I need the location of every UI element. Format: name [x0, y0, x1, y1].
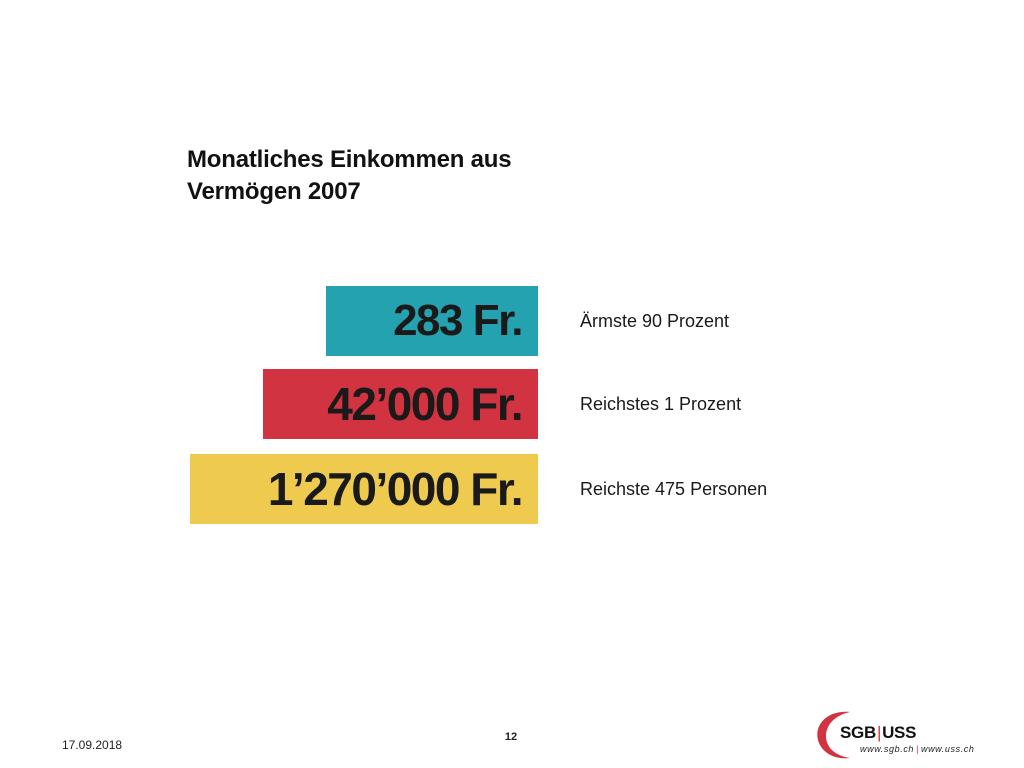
logo-url-separator: | [916, 744, 919, 754]
row-label-poorest-90-percent: Ärmste 90 Prozent [580, 311, 730, 331]
value-box-poorest-90-percent [326, 286, 538, 356]
value-box-richest-475-persons [190, 454, 538, 524]
slide-title [187, 144, 607, 208]
logo-url-uss: www.uss.ch [920, 744, 975, 754]
logo-brand-uss: USS [882, 723, 917, 742]
row-label-richest-475-persons: Reichste 475 Personen [580, 479, 768, 499]
footer-date: 17.09.2018 [62, 738, 123, 752]
logo-url-sgb: www.sgb.ch [860, 744, 915, 754]
logo-brand-sgb: SGB [840, 723, 876, 742]
slide-title-line-1: Monatliches Einkommen aus [187, 146, 512, 173]
page-number: 12 [504, 731, 518, 743]
logo-brand-separator: | [876, 723, 882, 742]
logo-urls [860, 744, 975, 754]
sgb-uss-logo [812, 706, 982, 762]
row-label-richest-1-percent: Reichstes 1 Prozent [580, 394, 742, 414]
slide-title-line-2: Vermögen 2007 [187, 178, 361, 205]
value-text: 42’000 Fr. [327, 378, 522, 430]
logo-brand [840, 723, 916, 743]
value-text: 283 Fr. [393, 296, 522, 345]
value-box-richest-1-percent [263, 369, 538, 439]
value-text: 1’270’000 Fr. [267, 463, 522, 515]
